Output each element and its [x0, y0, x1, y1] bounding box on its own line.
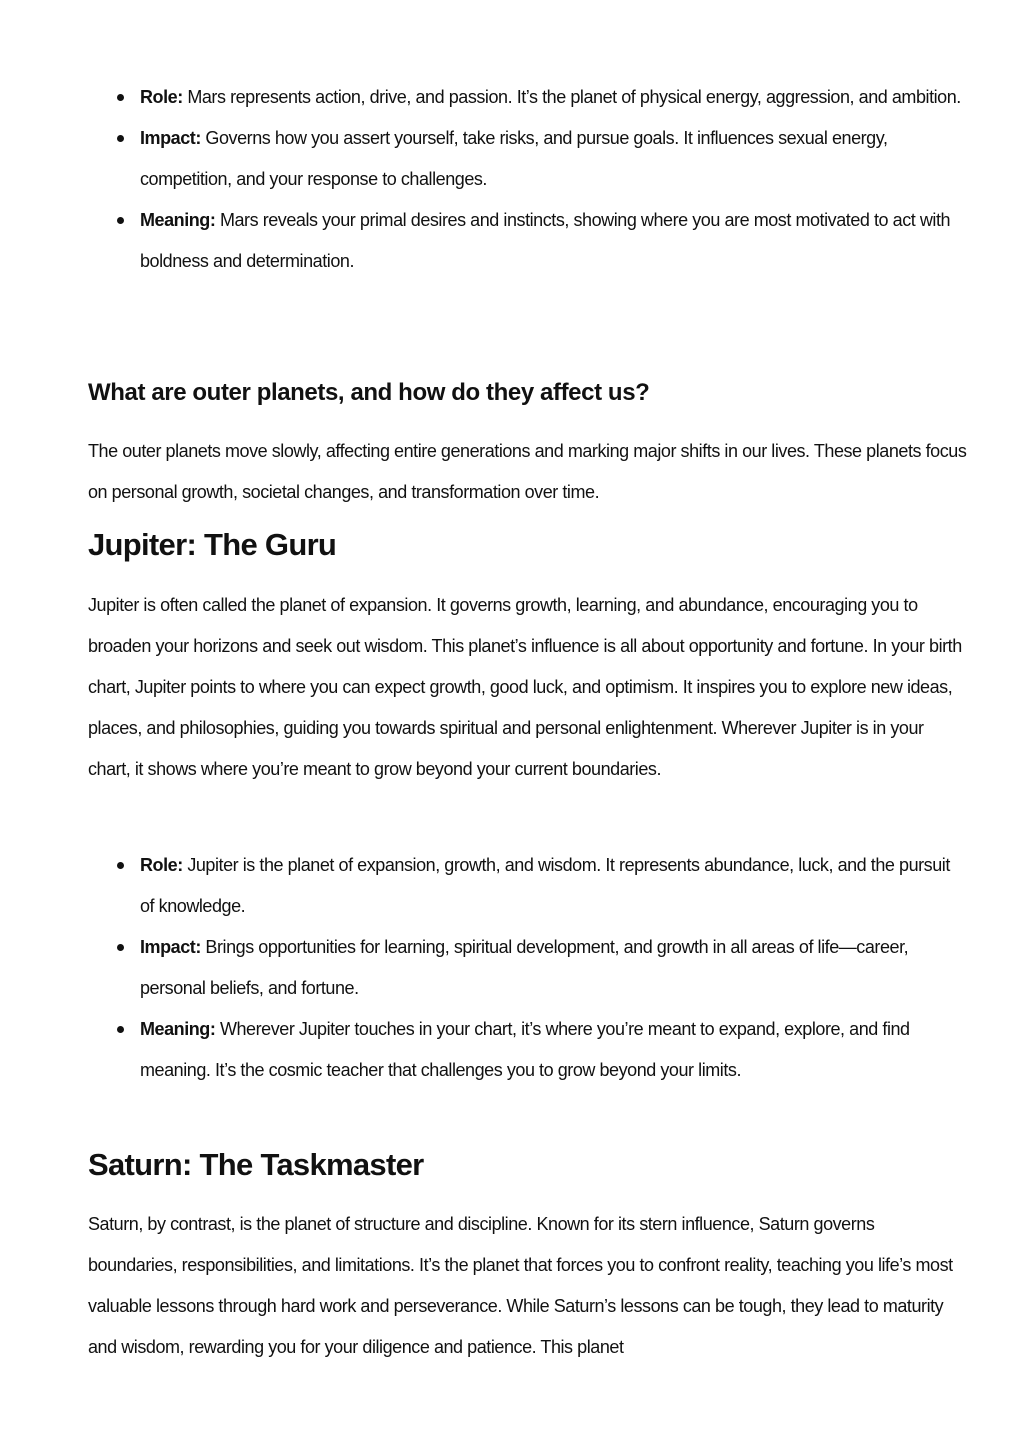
- list-item: [88, 200, 968, 282]
- list-item: [88, 77, 968, 118]
- list-item-text: Brings opportunities for learning, spiritual development, and growth in all areas of life—career, personal beliefs, and fortune.: [140, 937, 909, 998]
- list-item-text: Jupiter is the planet of expansion, growth, and wisdom. It represents abundance, luck, and the pursuit of knowledge.: [140, 855, 950, 916]
- outer-planets-paragraph: The outer planets move slowly, affecting entire generations and marking major shifts in our lives. These planets focus on personal growth, societal changes, and transformation over time.: [88, 441, 967, 502]
- jupiter-paragraph: Jupiter is often called the planet of expansion. It governs growth, learning, and abundance, encouraging you to broaden your horizons and seek out wisdom. This planet’s influence is all about opportunity and fortune. In your birth chart, Jupiter points to where you can expect growth, good luck, and optimism. It inspires you to explore new ideas, places, and philosophies, guiding you towards spiritual and personal enlightenment. Wherever Jupiter is in your chart, it shows where you’re meant to grow beyond your current boundaries.: [88, 595, 962, 779]
- list-item: [88, 118, 968, 200]
- list-item-label: Impact:: [140, 128, 201, 148]
- bullet-icon: [117, 944, 124, 951]
- list-item: [88, 1009, 968, 1091]
- saturn-paragraph: Saturn, by contrast, is the planet of structure and discipline. Known for its stern influence, Saturn governs boundaries, responsibilities, and limitations. It’s the planet that forces you to confront reality, teaching you life’s most valuable lessons through hard work and perseverance. While Saturn’s lessons can be tough, they lead to maturity and wisdom, rewarding you for your diligence and patience. This planet: [88, 1214, 953, 1357]
- bullet-icon: [117, 1026, 124, 1033]
- bullet-icon: [117, 135, 124, 142]
- list-item-text: Governs how you assert yourself, take risks, and pursue goals. It influences sexual energy, competition, and your response to challenges.: [140, 128, 888, 189]
- mars-bullet-list: [88, 77, 968, 282]
- list-item: [88, 927, 968, 1009]
- list-item: [88, 845, 968, 927]
- list-item-label: Meaning:: [140, 210, 216, 230]
- list-item-text: Mars represents action, drive, and passion. It’s the planet of physical energy, aggression, and ambition.: [182, 87, 961, 107]
- jupiter-bullet-list: [88, 845, 968, 1091]
- list-item-label: Role:: [140, 855, 183, 875]
- bullet-icon: [117, 862, 124, 869]
- list-item-text: Wherever Jupiter touches in your chart, it’s where you’re meant to expand, explore, and find meaning. It’s the cosmic teacher that challenges you to grow beyond your limits.: [140, 1019, 910, 1080]
- saturn-heading: Saturn: The Taskmaster: [88, 1147, 424, 1182]
- list-item-label: Impact:: [140, 937, 201, 957]
- list-item-label: Meaning:: [140, 1019, 216, 1039]
- bullet-icon: [117, 94, 124, 101]
- outer-planets-heading: What are outer planets, and how do they affect us?: [88, 379, 650, 406]
- bullet-icon: [117, 217, 124, 224]
- jupiter-heading: Jupiter: The Guru: [88, 527, 337, 562]
- list-item-label: Role:: [140, 87, 183, 107]
- list-item-text: Mars reveals your primal desires and instincts, showing where you are most motivated to act with boldness and determination.: [140, 210, 951, 271]
